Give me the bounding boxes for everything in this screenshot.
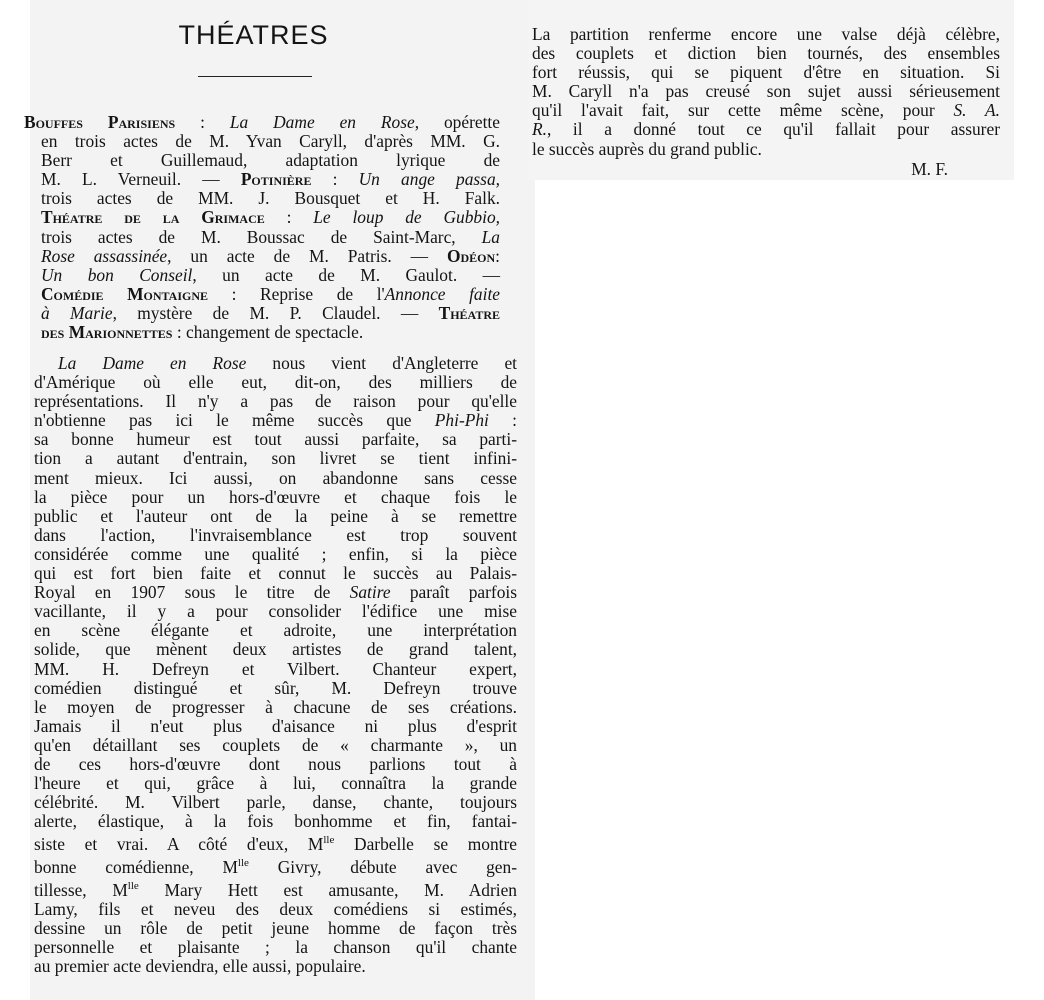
text-run: Théatre: [438, 302, 500, 323]
body-lines-line: [34, 774, 517, 793]
body-lines-line: [34, 717, 517, 736]
body-lines-line: [34, 755, 517, 774]
body-lines-line: [34, 373, 517, 392]
text-run: Royal en 1907 sous le titre de: [34, 582, 350, 603]
text-run: Rose assassinée: [41, 245, 168, 266]
text-run: lle: [127, 880, 139, 893]
text-run: le moyen de progresser à chacune de ses créations.: [34, 696, 517, 717]
text-run: Le loup de Gubbio,: [313, 207, 500, 228]
body-lines-line: [34, 877, 517, 900]
text-run: paraît parfois: [390, 582, 517, 603]
text-run: Un ange passa,: [358, 169, 500, 190]
body-lines-line: [34, 900, 517, 919]
body-lines-line: [34, 392, 517, 411]
text-run: Odéon: [446, 245, 496, 266]
text-run: qu'en détaillant ses couplets de « charmante », un: [34, 734, 517, 755]
text-run: La Dame en Rose: [58, 353, 247, 373]
listing-paragraph: [24, 113, 500, 342]
right-lines-line: [532, 25, 1000, 44]
listing-lines-line: [24, 304, 500, 323]
text-run: comédien distingué et sûr, M. Defreyn trouve: [34, 677, 517, 698]
section-title: THÉATRES: [178, 20, 329, 50]
text-run: , mystère de M. P. Claudel. —: [112, 302, 439, 323]
body-lines-line: [34, 469, 517, 488]
continuation-paragraph: [532, 25, 1000, 159]
text-run: nous vient d'Angleterre et: [246, 353, 517, 373]
right-lines-line: [532, 44, 1000, 63]
text-run: fort réussis, qui se piquent d'être en situation. Si: [532, 62, 1000, 83]
text-run: la pièce pour un hors-d'œuvre et chaque fois le: [34, 486, 517, 507]
body-lines-line: [34, 430, 517, 449]
body-lines-line: [34, 812, 517, 831]
text-run: La Dame en Rose: [229, 112, 415, 132]
text-run: siste et vrai. A côté d'eux, M: [34, 834, 324, 855]
body-lines-line: [34, 736, 517, 755]
text-run: La partition renferme encore une valse déjà célèbre,: [532, 24, 1000, 44]
text-run: à Marie: [41, 302, 113, 323]
text-run: Bouffes Parisiens: [24, 112, 176, 132]
text-run: Givry, débute avec gen-: [248, 857, 517, 878]
body-lines-line: [34, 583, 517, 602]
text-run: représentations. Il n'y a pas de raison pour qu'elle: [34, 391, 517, 412]
right-lines-line: [532, 101, 1000, 120]
right-lines-line: [532, 82, 1000, 101]
listing-lines-line: [24, 151, 500, 170]
body-lines-line: [34, 449, 517, 468]
body-lines-line: [34, 488, 517, 507]
text-run: considérée comme une qualité ; enfin, si la pièce: [34, 543, 517, 564]
text-run: Mary Hett est amusante, M. Adrien: [138, 879, 517, 900]
body-lines-line: [34, 621, 517, 640]
text-run: alerte, élastique, à la fois bonhomme et fin, fantai-: [34, 811, 517, 832]
text-run: en trois actes de M. Yvan Caryll, d'après MM. G.: [41, 131, 500, 152]
text-run: qu'il l'avait fait, sur cette même scène, pour: [532, 100, 954, 121]
signature: [532, 160, 1000, 179]
text-run: Phi-Phi: [434, 410, 489, 431]
text-run: Satire: [349, 582, 391, 603]
text-run: sa bonne humeur est tout aussi parfaite, sa parti-: [34, 429, 517, 450]
text-run: bonne comédienne, M: [34, 857, 238, 878]
text-run: dessine un rôle de petit jeune homme de façon très: [34, 918, 517, 939]
text-run: : Reprise de l': [208, 283, 385, 304]
text-run: MM. H. Defreyn et Vilbert. Chanteur expert,: [34, 658, 517, 679]
text-run: d'Amérique où elle eut, dit-on, des milliers de: [34, 372, 517, 393]
body-lines-line: [34, 526, 517, 545]
body-lines-line: [34, 698, 517, 717]
text-run: R.: [532, 119, 547, 140]
listing-lines-line: [24, 170, 500, 189]
body-lines-line: [34, 679, 517, 698]
text-run: :: [311, 169, 359, 190]
right-lines-line: [532, 120, 1000, 139]
text-run: vacillante, il y a pour consolider l'édifice une mise: [34, 601, 517, 622]
text-run: La: [481, 226, 500, 247]
text-run: qui est fort bien faite et connut le succès au Palais-: [34, 563, 517, 584]
review-paragraph: [34, 354, 517, 976]
body-lines-line: [34, 793, 517, 812]
text-run: lle: [323, 834, 335, 847]
listing-lines-line: [24, 228, 500, 247]
text-run: : changement de spectacle.: [172, 322, 364, 343]
text-run: , un acte de M. Patris. —: [167, 245, 447, 266]
body-lines-line: [34, 640, 517, 659]
text-run: de ces hors-d'œuvre dont nous parlions tout à: [34, 753, 517, 774]
text-run: lle: [237, 857, 249, 870]
text-run: personnelle et plaisante ; la chanson qu'il chante: [34, 937, 517, 958]
text-run: , un acte de M. Gaulot. —: [192, 264, 500, 285]
text-run: Théatre de la Grimace: [41, 207, 265, 228]
text-run: n'obtienne pas ici le même succès que: [34, 410, 435, 431]
text-run: M. Caryll n'a pas creusé son sujet aussi sérieusement: [532, 81, 1000, 102]
text-run: trois actes de MM. J. Bousquet et H. Falk.: [41, 188, 500, 209]
right-lines-line: [532, 140, 1000, 159]
text-run: Comédie Montaigne: [41, 283, 209, 304]
text-run: Un bon Conseil: [41, 264, 193, 285]
listing-lines-line: [24, 113, 500, 132]
text-run: public et l'auteur ont de la peine à se remettre: [34, 505, 517, 526]
text-run: S. A.: [953, 100, 1000, 121]
body-lines-line: [34, 354, 517, 373]
body-lines-line: [34, 938, 517, 957]
text-run: , opérette: [414, 112, 500, 132]
listing-lines-line: [24, 266, 500, 285]
body-lines-line: [34, 602, 517, 621]
text-run: tion a autant d'entrain, son livret se tient infini-: [34, 448, 517, 469]
listing-lines-line: [24, 132, 500, 151]
text-run: des couplets et diction bien tournés, des ensembles: [532, 43, 1000, 64]
text-run: dans l'action, l'invraisemblance est trop souvent: [34, 524, 517, 545]
listing-lines-line: [24, 247, 500, 266]
listing-lines-line: [24, 323, 500, 342]
listing-lines-line: [24, 208, 500, 227]
text-run: Berr et Guillemaud, adaptation lyrique de: [41, 150, 500, 171]
text-run: ment mieux. Ici aussi, on abandonne sans cesse: [34, 467, 517, 488]
text-run: M. L. Verneuil. —: [41, 169, 241, 190]
body-lines-line: [34, 854, 517, 877]
body-lines-line: [34, 957, 517, 976]
text-run: :: [264, 207, 314, 228]
body-lines-line: [34, 831, 517, 854]
text-run: en scène élégante et adroite, une interprétation: [34, 620, 517, 641]
body-lines-line: [34, 919, 517, 938]
text-run: au premier acte deviendra, elle aussi, populaire.: [34, 956, 366, 977]
text-run: Lamy, fils et neveu des deux comédiens si estimés,: [34, 899, 517, 920]
body-lines-line: [34, 545, 517, 564]
text-run: des Marionnettes: [41, 322, 173, 343]
text-run: tillesse, M: [34, 879, 128, 900]
body-lines-line: [34, 411, 517, 430]
text-run: Darbelle se montre: [334, 834, 517, 855]
body-lines-line: [34, 564, 517, 583]
text-run: le succès auprès du grand public.: [532, 138, 762, 159]
text-run: Jamais il n'eut plus d'aisance ni plus d'esprit: [34, 715, 517, 736]
text-run: l'heure et qui, grâce à lui, connaîtra la grande: [34, 773, 517, 794]
text-run: Annonce faite: [384, 283, 500, 304]
text-run: trois actes de M. Boussac de Saint-Marc,: [41, 226, 482, 247]
text-run: :: [495, 245, 500, 266]
text-run: :: [175, 112, 230, 132]
signature-text: M. F.: [911, 159, 948, 179]
listing-lines-line: [24, 189, 500, 208]
body-lines-line: [34, 507, 517, 526]
text-run: célébrité. M. Vilbert parle, danse, chante, toujours: [34, 792, 517, 813]
right-lines-line: [532, 63, 1000, 82]
listing-lines-line: [24, 285, 500, 304]
text-run: , il a donné tout ce qu'il fallait pour assurer: [546, 119, 1000, 140]
body-lines-line: [34, 660, 517, 679]
text-run: solide, que mènent deux artistes de grand talent,: [34, 639, 517, 660]
text-run: Potinière: [240, 169, 312, 190]
title-rule: [198, 76, 312, 77]
text-run: :: [488, 410, 518, 431]
